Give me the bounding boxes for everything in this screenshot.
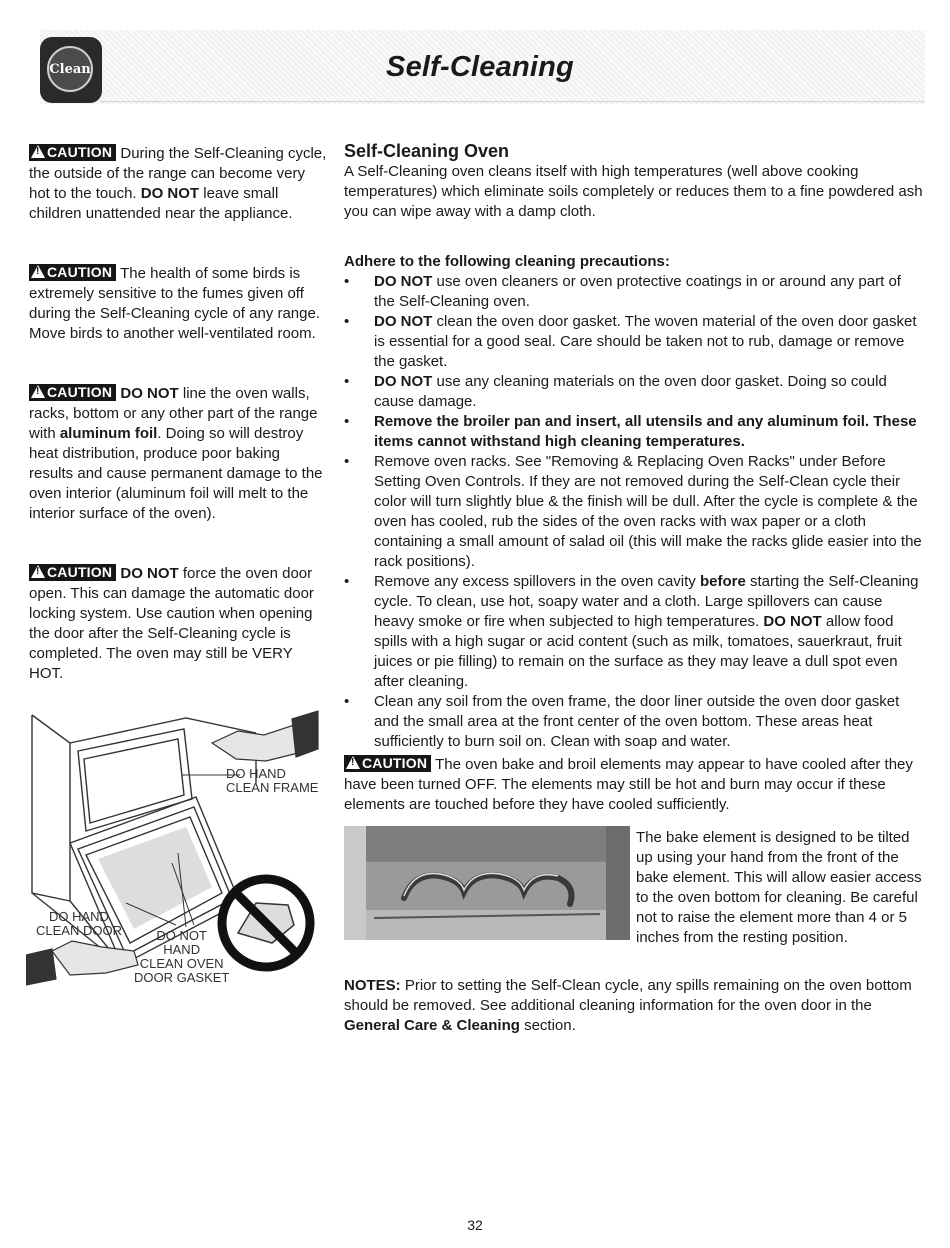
page-title: Self-Cleaning — [386, 51, 574, 83]
section-heading: Self-Cleaning Oven — [344, 141, 510, 161]
label-do-not-clean-gasket: DO NOT HAND CLEAN OVEN DOOR GASKET — [134, 928, 230, 985]
clean-logo — [40, 37, 102, 103]
caution-text: line the oven walls, racks, bottom or any other part of the range with — [29, 385, 318, 442]
list-item-text: use any cleaning materials on the oven door gasket. Doing so could cause damage. — [374, 373, 887, 410]
emphasis: aluminum foil — [59, 425, 158, 442]
bake-element-paragraph: The bake element is designed to be tilted up using your hand from the front of the bake element. This will allow easier access to the oven bottom for cleaning. Be careful not to raise the element more than 4 or 5 inches from the resting position. — [636, 829, 922, 946]
list-item-text: allow food spills with a high sugar or acid content (such as milk, tomatoes, sauerkraut, fruit juices or pie filling) to remain on the surface as they may leave a dull spot even after cleaning. — [374, 613, 902, 690]
notes-paragraph — [344, 976, 924, 1036]
list-item — [344, 452, 924, 572]
bake-element-photo — [344, 826, 630, 940]
header-rule — [100, 101, 925, 102]
list-item — [344, 272, 924, 312]
caution-badge — [29, 144, 116, 161]
list-item-text: Clean any soil from the oven frame, the door liner outside the oven door gasket and the small area at the front center of the oven bottom. These areas heat sufficiently to burn soil on. Clean with soap and water. — [374, 693, 900, 750]
warning-triangle-icon — [31, 145, 45, 158]
list-item-text: Remove any excess spillovers in the oven cavity — [374, 573, 700, 590]
caution-text: leave small children unattended near the appliance. — [29, 185, 293, 222]
list-item — [344, 572, 924, 692]
emphasis: DO NOT — [120, 385, 179, 402]
emphasis: General Care & Cleaning — [344, 1017, 520, 1034]
caution-badge-label: CAUTION — [362, 755, 428, 771]
emphasis: before — [699, 573, 746, 590]
caution-badge — [29, 564, 116, 581]
emphasis: DO NOT — [374, 373, 433, 390]
list-item — [344, 412, 924, 452]
caution-badge-label: CAUTION — [47, 384, 113, 400]
warning-triangle-icon — [31, 385, 45, 398]
caution-text: The oven bake and broil elements may appear to have cooled after they have been turned OFF. The elements may still be hot and burn may occur if these elements are touched before they have cooled sufficiently. — [344, 756, 913, 813]
notes-text: Prior to setting the Self-Clean cycle, any spills remaining on the oven bottom should be removed. See additional cleaning information for the oven door in the — [344, 977, 912, 1014]
caution-paragraph-door — [29, 564, 327, 684]
emphasis: DO NOT — [374, 273, 433, 290]
caution-paragraph-elements — [344, 755, 924, 815]
page-number: 32 — [467, 1217, 483, 1233]
caution-text: During the Self-Cleaning cycle, the outside of the range can become very hot to the touch. — [29, 145, 327, 202]
clean-logo-text: Clean — [47, 46, 93, 92]
emphasis: Remove the broiler pan and insert, all utensils and any aluminum foil. These items cannot withstand high cleaning temperatures. — [374, 413, 917, 450]
oven-door-diagram — [26, 703, 326, 988]
list-item-text: use oven cleaners or oven protective coatings in or around any part of the Self-Cleaning oven. — [374, 273, 901, 310]
caution-text: The health of some birds is extremely sensitive to the fumes given off during the Self-Cleaning cycle of any range. Move birds to another well-ventilated room. — [29, 265, 321, 342]
list-item — [344, 312, 924, 372]
caution-paragraph-hot-surface — [29, 144, 327, 224]
precautions-list — [344, 272, 924, 752]
caution-paragraph-foil — [29, 384, 327, 524]
caution-badge — [29, 384, 116, 401]
precautions-heading: Adhere to the following cleaning precautions: — [344, 253, 670, 270]
precautions-list-block — [344, 252, 924, 752]
list-item — [344, 692, 924, 752]
emphasis: DO NOT — [763, 613, 822, 630]
caution-text: force the oven door open. This can damage the automatic door locking system. Use caution when opening the door after the Self-Cleaning cycle is completed. The oven may still be VERY HOT. — [29, 565, 314, 682]
caution-paragraph-birds — [29, 264, 327, 344]
caution-badge — [29, 264, 116, 281]
bake-element-image — [344, 826, 630, 940]
caution-badge-label: CAUTION — [47, 264, 113, 280]
list-item-text: clean the oven door gasket. The woven material of the oven door gasket is essential for a good seal. Care should be taken not to rub, damage or remove the gasket. — [374, 313, 917, 370]
caution-badge-label: CAUTION — [47, 564, 113, 580]
notes-text: section. — [519, 1017, 576, 1034]
list-item — [344, 372, 924, 412]
self-cleaning-oven-section — [344, 140, 924, 222]
warning-triangle-icon — [346, 756, 360, 769]
label-do-hand-clean-frame: DO HAND CLEAN FRAME — [226, 766, 319, 795]
notes-label: NOTES: — [344, 977, 401, 994]
emphasis: DO NOT — [140, 185, 200, 202]
caution-badge-label: CAUTION — [47, 144, 113, 160]
list-item-text: starting the Self-Cleaning cycle. To clean, use hot, soapy water and a cloth. Large spillovers can cause heavy smoke or fire when subjected to high temperatures. — [374, 573, 919, 630]
warning-triangle-icon — [31, 265, 45, 278]
list-item-text: Remove oven racks. See "Removing & Replacing Oven Racks" under Before Setting Oven Controls. If they are not removed during the Self-Clean cycle their color will turn slightly blue & the finish will be dull. After the cycle is complete & the oven has cooled, rub the sides of the oven racks with wax paper or a cloth containing a small amount of salad oil (this will make the racks glide easier into the rack positions). — [374, 453, 922, 570]
intro-paragraph: A Self-Cleaning oven cleans itself with high temperatures (well above cooking temperatures) which eliminate soils completely or reduces them to a fine powdered ash you can wipe away with a damp cloth. — [344, 163, 923, 220]
caution-text: . Doing so will destroy heat distribution, produce poor baking results and cause permanent damage to the oven interior (aluminum foil will melt to the interior surface of the oven). — [29, 425, 323, 522]
caution-badge — [344, 755, 431, 772]
emphasis: DO NOT — [374, 313, 433, 330]
warning-triangle-icon — [31, 565, 45, 578]
emphasis: DO NOT — [120, 565, 179, 582]
label-do-hand-clean-door: DO HAND CLEAN DOOR — [36, 909, 122, 938]
prohibition-icon — [222, 879, 310, 967]
